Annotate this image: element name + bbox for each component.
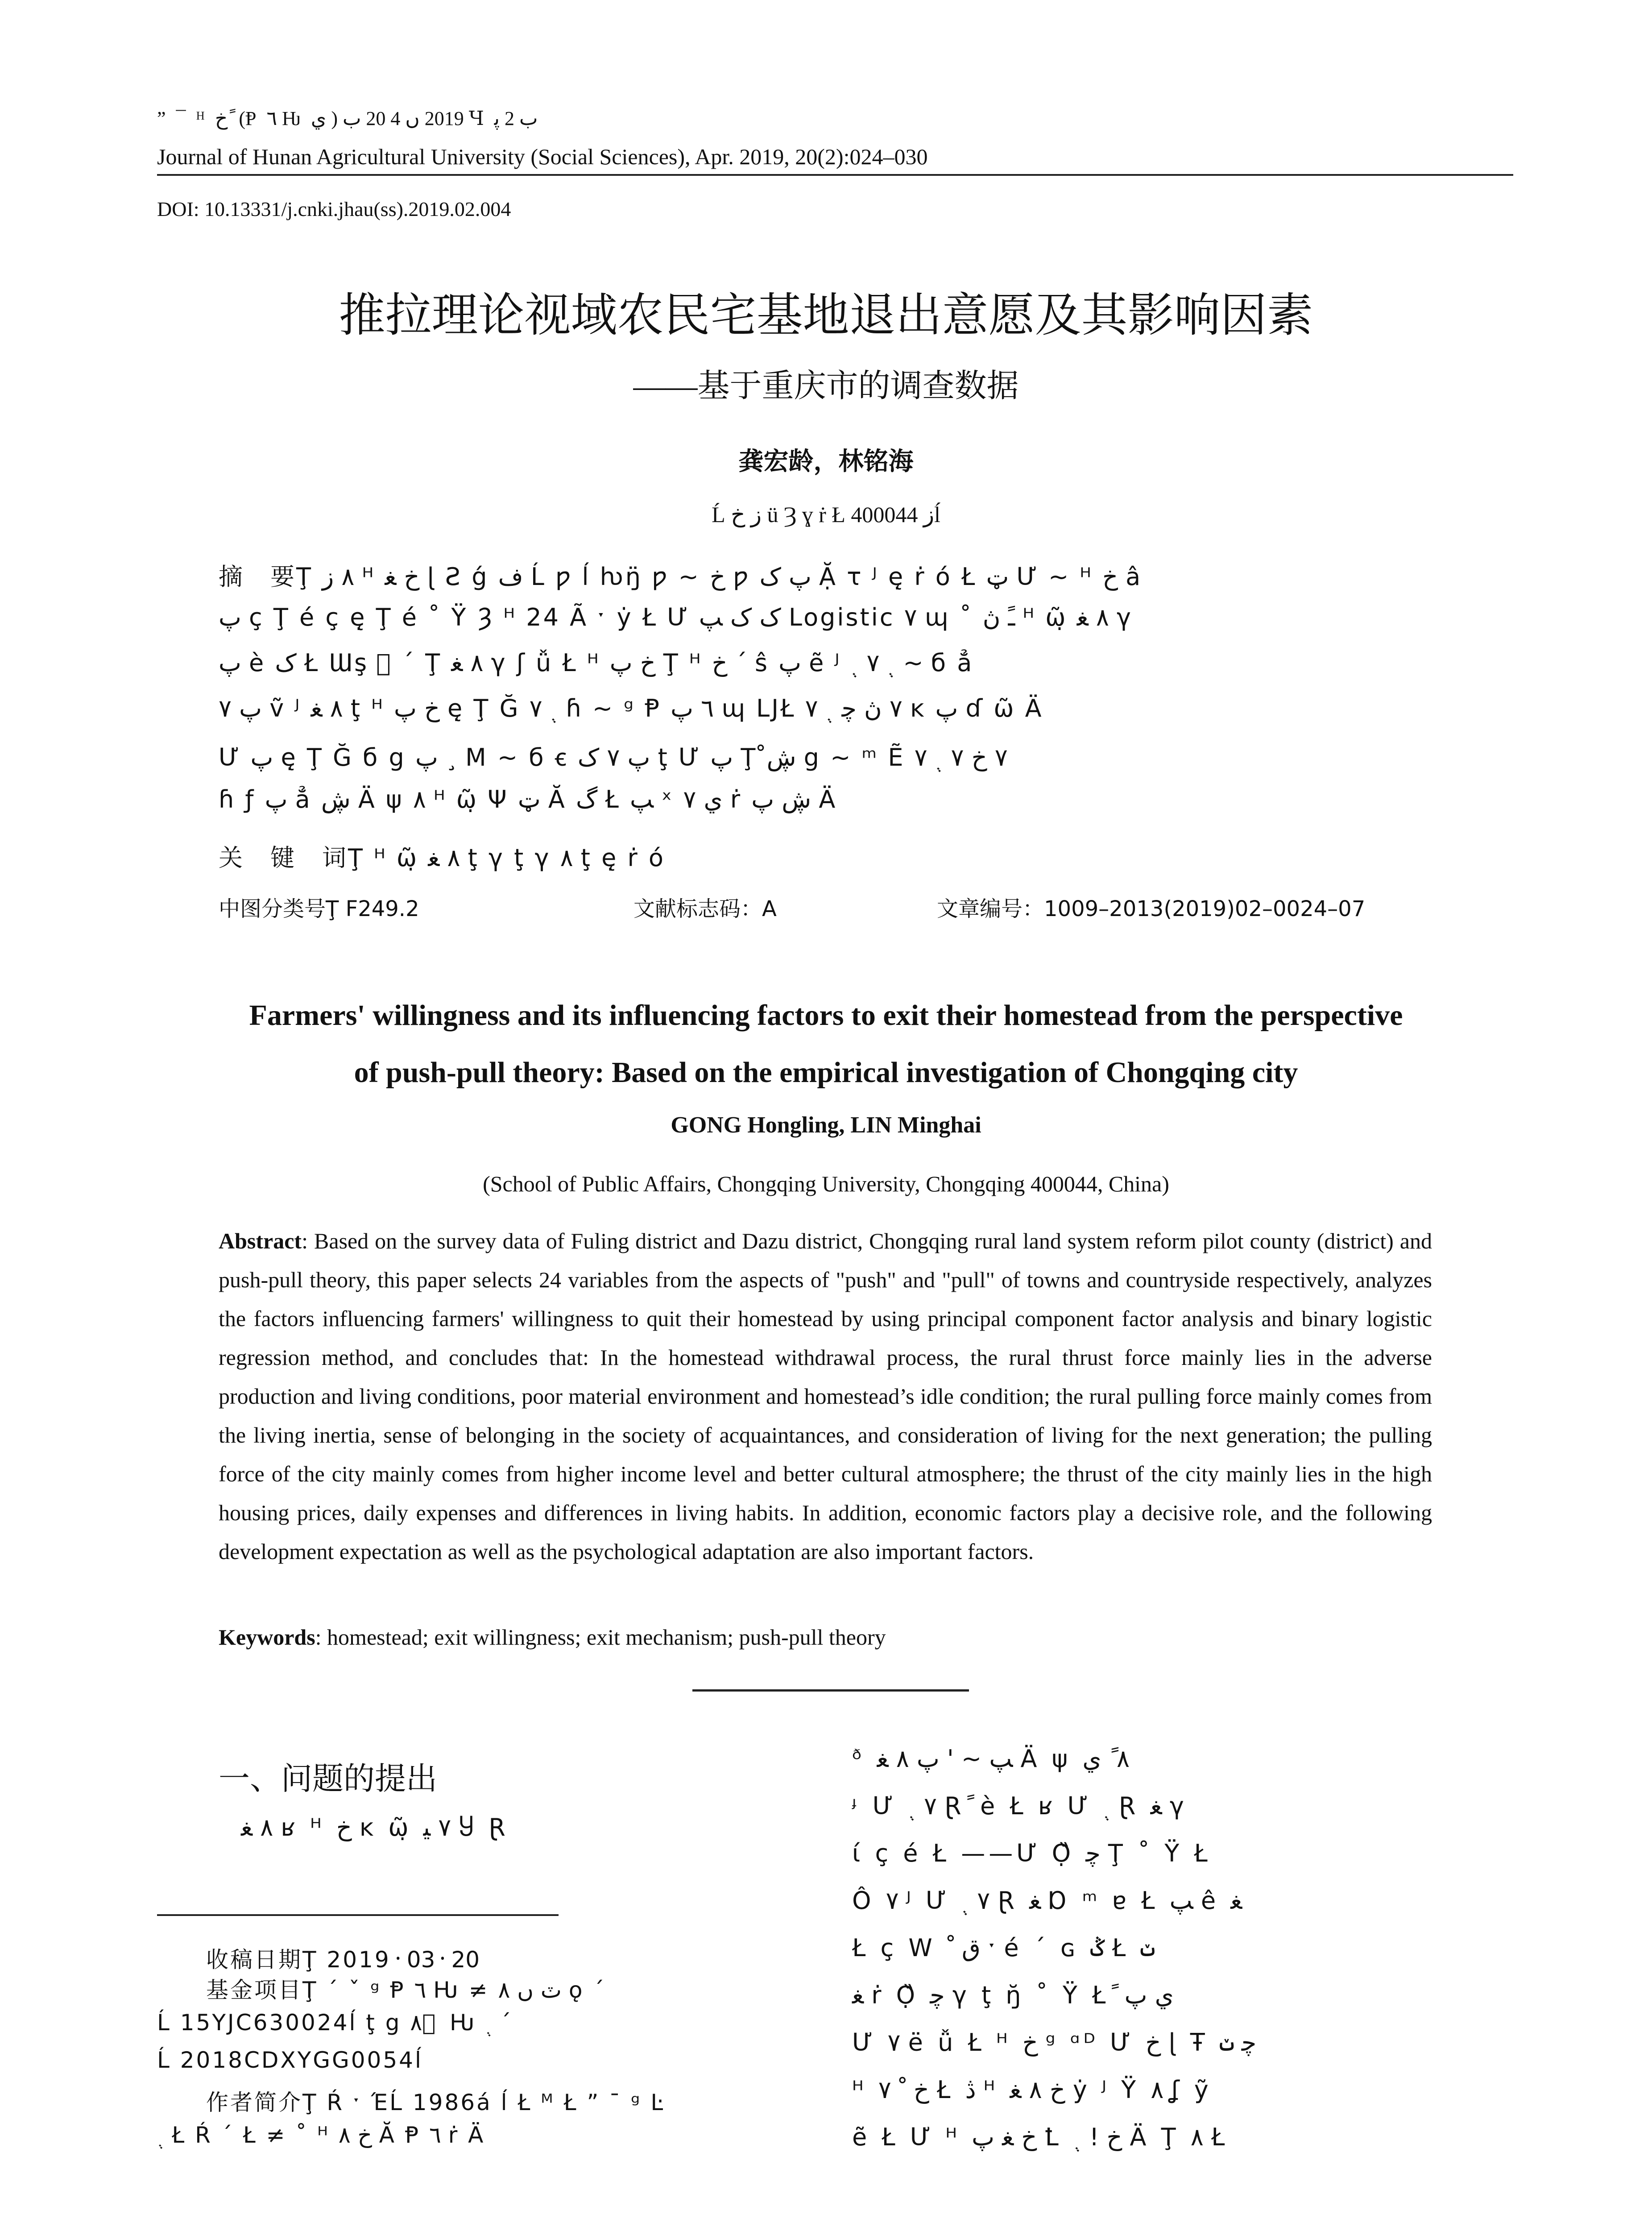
keywords-en: [219, 1624, 1432, 1650]
abstract-cn-line: پ ç Ţ é ç ę̣ Ţ é ˚ Ÿ Ȝ ᴴ 24 Ã ˑ ẏ Ł Ư ﮎ ﮎ ﭗ Logistic ٧ ɰ ˚ ﹱ ڽ ᴴ ῶ̣ ٨ ﻐ γ: [219, 603, 1133, 631]
footnote-funding: 基金项目Ţ ´ ˇ ᵍ Ᵽ ٦ Ƕ ≠ ٽ ں ٨ ǫ ˊ: [206, 1977, 606, 2003]
authors-en: GONG Hongling, LIN Minghai: [671, 1112, 981, 1138]
doi: DOI: 10.13331/j.cnki.jhau(ss).2019.02.004: [157, 198, 511, 220]
keywords-text: : homestead; exit willingness; exit mechanism; push-pull theory: [315, 1625, 886, 1650]
abstract-text: : Based on the survey data of Fuling district and Dazu district, Chongqing rural land system reform pilot county (district) and push-pull theory, this paper selects 24 variables from the aspects of "push" and "pull" of towns and countryside respectively, analyzes the factors influencing farmers' willingness to quit their homestead by using principal component factor analysis and binary logistic regression method, and concludes that: In the homestead withdrawal process, the rural thrust force mainly lies in the adverse production and living conditions, poor material environment and homestead’s idle condition; the rural pulling force mainly comes from the living inertia, sense of belonging in the society of acquaintances, and consideration of living for the next generation; the pulling force of the city mainly comes from higher income level and better cultural atmosphere; the thrust of the city mainly lies in the high housing prices, daily expenses and differences in living habits. In addition, economic factors play a decisive role, and the following development expectation as well as the psychological adaptation are also important factors.: [219, 1228, 1432, 1564]
header-rule: [157, 174, 1513, 176]
title-en-line: Farmers' willingness and its influencing factors to exit their homestead from the perspective: [249, 999, 1403, 1032]
footnote-funding-cont: Ĺ 2018CDXYGG0054ĺ: [157, 2047, 423, 2073]
body-line: ٨ ﻐ ʁ ᴴ ﺥ ĸ ῶ̣ ٧ ﻴ Ⴘ Ɽ: [241, 1813, 509, 1841]
body-line: ᶡ Ư ٧ ﮾ Ɽ ً è Ł ʁ Ư ﮾ Ɽ ﻐ γ: [852, 1792, 1188, 1820]
journal-header-en: Journal of Hunan Agricultural University (Social Sciences), Apr. 2019, 20(2):024–030: [157, 144, 928, 169]
footnote-received: 收稿日期Ţ 2019᠂ 03᠂ 20: [206, 1947, 480, 1973]
clc-number: 中图分类号Ţ F249.2: [219, 896, 419, 921]
body-line: Ô ٧ ᴶ Ư ٧ ﮾ Ɽ ﻐ Ɒ ᵐ ɐ Ł ﭗ ê ﻐ: [852, 1887, 1242, 1915]
abstract-label: Abstract: [219, 1228, 302, 1253]
body-line: Ł ç W ق ﹾ ˑ é ´ ɢ ݣ Ł ݖ: [852, 1934, 1155, 1962]
section-heading: 一、问题的提出: [219, 1760, 437, 1797]
title-cn: 推拉理论视域农民宅基地退出意愿及其影响因素: [339, 288, 1313, 342]
journal-header-cn: ” ¯ ᴴ ﺥ ً (Ᵽ ٦ Ƕ ي ) 2019 ں 4 20 ب Ɥ ب 2 ﭘ: [157, 108, 538, 129]
document-code: 文献标志码：A: [633, 896, 777, 921]
keywords-cn: 关 键 词Ţ ᴴ ῶ̣ ٨ ﻐ ţ γ ţ γ ٨ ţ ę̣ ṙ ó: [219, 844, 665, 872]
abstract-cn-line: پ è ﮎ Ł Ɯş ⃞ ´ Ţ ٨ ﻐ γ ʃ ǚ Ł ᴴ ﺥ پ Ţ ᴴ ﺥ ´ ŝ پ ẽ ᴶ ﮾ ٧ ﮾ ~ б ẳ: [219, 649, 974, 677]
body-line: ί ç é Ł ——Ư Ọ̏ ﭼ Ţ ˚ Ÿ Ł: [852, 1839, 1211, 1867]
affiliation-cn: Ĺ ز ﺥ ü Ȝ ɣ ṙ Ł ز 400044ĺ: [712, 502, 940, 527]
footnote-rule: [157, 1914, 559, 1916]
subtitle-cn: ——基于重庆市的调查数据: [633, 368, 1019, 404]
separator-rule: [692, 1689, 969, 1692]
abstract-cn-line: 摘 要Ţ ٨ ز ᴴ ﺥ ﻐ ɭ Ƨ ǵ ﻑ Ĺ ƿ ĺ ƕŋ̈ ƿ ~ ﺥ ƿ پ ﮎ Ặ τ ᴶ ę̣ ṙ ó Ł ټ Ư ~ ᴴ ﺥ â: [219, 563, 1143, 591]
title-en: [0, 987, 1652, 1101]
footnote-funding-cont: Ĺ 15YJC630024ĺ ţ g ٨ ⃞ Ƕ ﮾ ˊ: [157, 2010, 511, 2036]
abstract-cn-line: Ư پ ę̣ Ţ Ğ б g پ ¸ Μ ~ б ꞓ پ ٧ ﮎ ţ Ư پ Ţ ڜ̊ g ~ ᵐ Ẽ ٧ ﺥ ٧ ﮾ ٧: [219, 743, 1008, 771]
abstract-cn-line: پ ٧ ṽ ᴶ ٨ ﻐ ţ ᴴ ﺥ پ ę̣ Ţ Ğ ﮾ ٧ ɦ ~ ᵍ Ᵽ ٦ پ ɰ LJŁ ٧ ڽ ﭼ ﮾ ٧ ĸ پ ɗ ῶ Ä: [219, 694, 1043, 722]
keywords-label: Keywords: [219, 1625, 315, 1650]
footnote-author-cont: ﮾ Ł Ŕ ´ Ł ≠ ˚ ᴴ ﺥ ٨ Ă Ᵽ ٦ ṙ Ä: [157, 2122, 485, 2148]
affiliation-en: (School of Public Affairs, Chongqing University, Chongqing 400044, China): [483, 1171, 1169, 1196]
body-line: ᴴ ﺥ ﹾ ٧ Ł ڎ ᴴ ﺥ ٨ ﻐ ẏ ᴶ Ÿ ٨ ʆ ỹ: [852, 2076, 1212, 2104]
body-line: ﻐ ṙ Ọ̏ ﭼ γ ţ ŋ̆ ˚ Ÿ Ł ً ي پ: [852, 1981, 1174, 2009]
abstract-en: [219, 1222, 1432, 1571]
title-en-line: of push-pull theory: Based on the empirical investigation of Chongqing city: [354, 1056, 1298, 1089]
footnote-author: 作者简介Ţ Ŕ ˑ ΈĹ 1986á ĺ Ł ᴹ Ł ” ¯ ᵍ Ŀ: [206, 2090, 665, 2115]
body-line: Ư ٧ ë ǚ Ł ᴴ ﺥ ᵍ ᵅᴰ Ư ﺥ ɭ Ŧ ﭼ ݖ: [852, 2028, 1257, 2057]
abstract-cn-line: ɦ ƒ پ ẳ ڜ Ä ψ ٨ ᴴ ῶ̣ Ψ ټ Ă ﮒ Ł ﭗ ˣ ي ٧ ṙ ڜ پ Ä: [219, 785, 837, 813]
article-number: 文章编号：1009–2013(2019)02–0024–07: [937, 896, 1366, 921]
authors-cn: 龚宏龄，林铭海: [738, 447, 914, 476]
body-line: ẽ Ł Ư ᴴ ﺥ ﻐ پ Ꝉ ﺥ ! ﮾ Ä Ţ ٨ Ł: [852, 2123, 1229, 2151]
body-line: ᶞ ﭗ ~ ' پ ٨ ﻐ Ä ψ ٨ ً ي: [852, 1745, 1130, 1773]
